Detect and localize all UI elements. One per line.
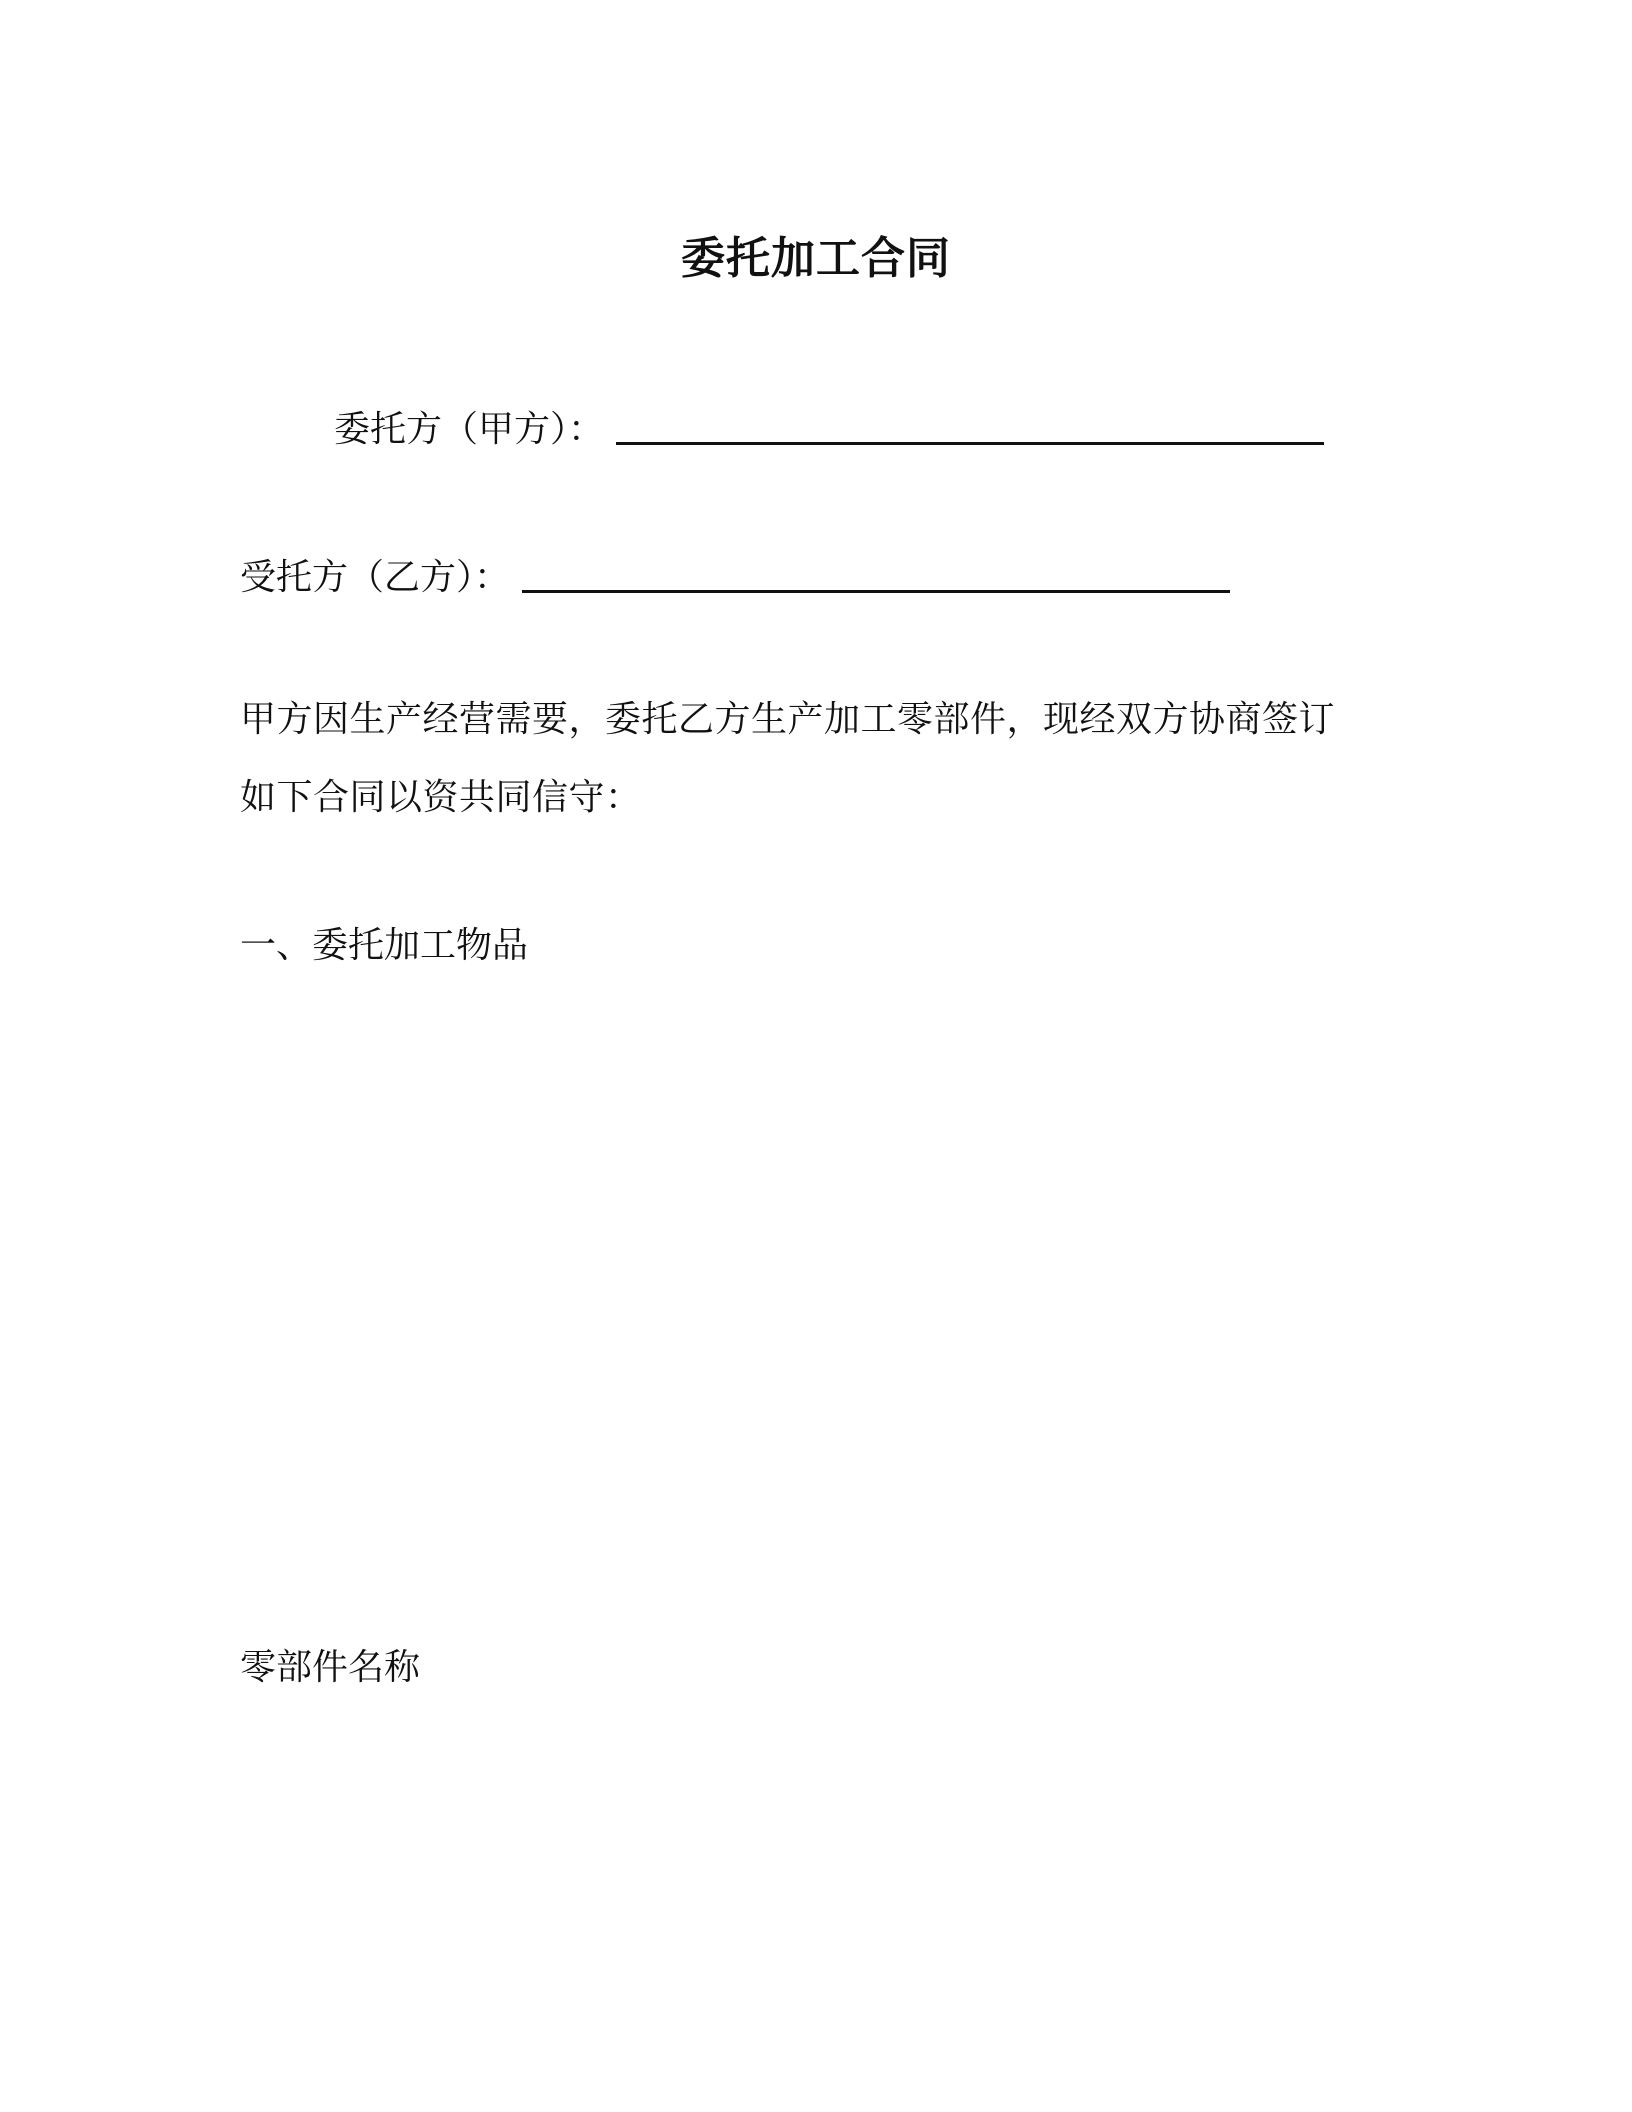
intro-paragraph-line-1: 甲方因生产经营需要，委托乙方生产加工零部件，现经双方协商签订: [240, 699, 1336, 740]
party-b-label: 受托方（乙方）：: [240, 557, 511, 598]
document-title: 委托加工合同: [681, 233, 951, 284]
section-heading: 一、委托加工物品: [240, 925, 529, 966]
party-a-label: 委托方（甲方）：: [334, 409, 605, 450]
intro-paragraph-line-2: 如下合同以资共同信守：: [240, 777, 642, 818]
part-name-label: 零部件名称: [240, 1647, 421, 1688]
party-b-blank-field: [522, 590, 1230, 593]
party-a-blank-field: [616, 442, 1324, 445]
party-b-line: [240, 557, 1230, 598]
party-a-line: [334, 409, 1324, 450]
